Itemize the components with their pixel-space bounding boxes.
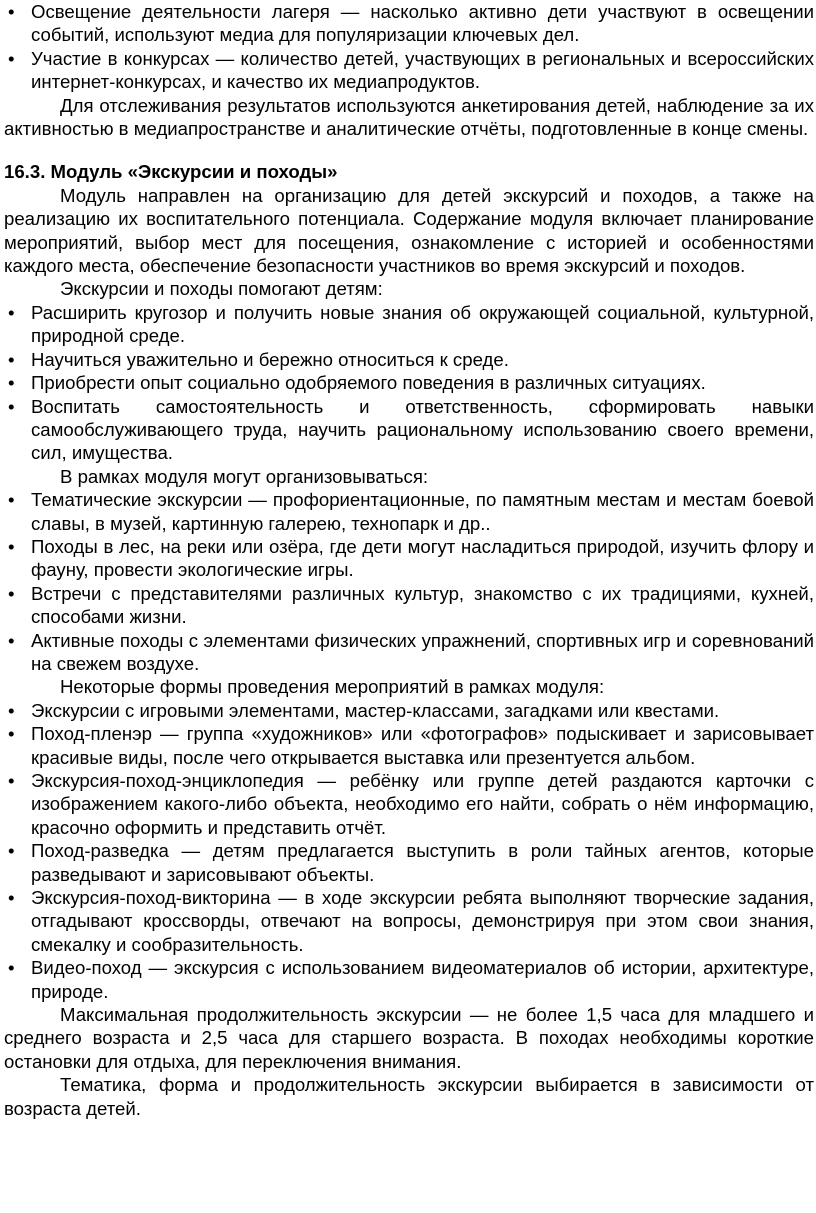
list-item	[4, 395, 814, 465]
list-item	[4, 0, 814, 47]
list-item	[4, 582, 814, 629]
list-item-text: Поход-пленэр — группа «художников» или «фотографов» подыскивает и зарисовывает красивые виды, после чего открывается выставка или презентуется альбом.	[31, 723, 814, 768]
list-item-text: Активные походы с элементами физических упражнений, спортивных игр и соревнований на свежем воздухе.	[31, 629, 814, 674]
bullet-icon: •	[8, 699, 15, 721]
theme-paragraph: Тематика, форма и продолжительность экскурсии выбирается в зависимости от возраста детей.	[4, 1074, 814, 1119]
bullet-icon: •	[8, 535, 15, 557]
bullet-icon: •	[8, 770, 15, 791]
list-item	[4, 488, 814, 535]
list-item-text: Тематические экскурсии — профориентационные, по памятным местам и местам боевой славы, в музей, картинную галерею, технопарк и др..	[31, 489, 814, 534]
module-paragraph: Модуль направлен на организацию для детей экскурсий и походов, а также на реализацию их воспитательного потенциала. Содержание модуля включает планирование мероприятий, выбор мест для посещения, ознакомление с историей и особенностями каждого места, обеспечение безопасности участников во время экскурсий и походов.	[4, 184, 814, 277]
list-item-text: Расширить кругозор и получить новые знания об окружающей социальной, культурной, природной среде.	[31, 301, 814, 347]
list-item-text: Встречи с представителями различных культур, знакомство с их традициями, кухней, способами жизни.	[31, 582, 814, 628]
list-item-text: Экскурсия-поход-энциклопедия — ребёнку или группе детей раздаются карточки с изображением какого-либо объекта, необходимо его найти, собрать о нём информацию, красочно оформить и представить отчёт.	[31, 770, 814, 838]
list-item	[4, 301, 814, 348]
bullet-icon: •	[8, 840, 15, 862]
list-item	[4, 47, 814, 94]
bullet-icon: •	[8, 301, 15, 323]
list-item	[4, 956, 814, 1003]
bullet-icon: •	[8, 957, 15, 979]
list-item	[4, 722, 814, 769]
list-item	[4, 699, 814, 722]
list-item	[4, 769, 814, 839]
list-item-text: Научиться уважительно и бережно относиться к среде.	[31, 348, 509, 370]
list-item-text: Участие в конкурсах — количество детей, участвующих в региональных и всероссийских интернет-конкурсах, и качество их медиапродуктов.	[31, 47, 814, 93]
forms-list	[4, 699, 814, 1003]
bullet-icon: •	[8, 629, 15, 651]
list-item-text: Видео-поход — экскурсия с использованием видеоматериалов об истории, архитектуре, природе.	[31, 957, 814, 1002]
list-item	[4, 886, 814, 956]
list-item-text: Освещение деятельности лагеря — насколько активно дети участвуют в освещении событий, используют медиа для популяризации ключевых дел.	[31, 1, 814, 46]
organize-heading: В рамках модуля могут организовываться:	[60, 465, 429, 487]
bullet-icon: •	[8, 489, 15, 511]
list-item	[4, 535, 814, 582]
tracking-paragraph: Для отслеживания результатов используются анкетирования детей, наблюдение за их активностью в медиапространстве и аналитические отчёты, подготовленные в конце смены.	[4, 94, 814, 140]
help-list	[4, 301, 814, 465]
section-title: 16.3. Модуль «Экскурсии и походы»	[4, 161, 338, 183]
bullet-icon: •	[8, 395, 15, 417]
bullet-icon: •	[8, 348, 15, 370]
list-item-text: Экскурсия-поход-викторина — в ходе экскурсии ребята выполняют творческие задания, отгадывают кроссворды, отвечают на вопросы, демонстрируя при этом свои знания, смекалку и сообразительность.	[31, 887, 814, 955]
list-item-text: Походы в лес, на реки или озёра, где дети могут насладиться природой, изучить флору и фауну, провести экологические игры.	[31, 535, 814, 581]
bullet-icon: •	[8, 1, 15, 22]
bullet-icon: •	[8, 47, 15, 69]
list-item-text: Воспитать самостоятельность и ответственность, сформировать навыки самообслуживающего труда, научить рациональному использованию своего времени, сил, имущества.	[31, 395, 814, 464]
list-item-text: Поход-разведка — детям предлагается выступить в роли тайных агентов, которые разведывают и зарисовывают объекты.	[31, 840, 814, 885]
help-heading: Экскурсии и походы помогают детям:	[60, 278, 383, 300]
bullet-icon: •	[8, 723, 15, 745]
intro-list	[4, 0, 814, 94]
bullet-icon: •	[8, 372, 15, 394]
list-item-text: Приобрести опыт социально одобряемого поведения в различных ситуациях.	[31, 372, 706, 394]
forms-heading: Некоторые формы проведения мероприятий в рамках модуля:	[60, 676, 605, 698]
list-item	[4, 348, 814, 371]
list-item	[4, 839, 814, 886]
bullet-icon: •	[8, 582, 15, 604]
bullet-icon: •	[8, 887, 15, 909]
list-item	[4, 629, 814, 676]
duration-paragraph: Максимальная продолжительность экскурсии — не более 1,5 часа для младшего и среднего возраста и 2,5 часа для старшего возраста. В походах необходимы короткие остановки для отдыха, для переключения внимания.	[4, 1004, 814, 1072]
list-item-text: Экскурсии с игровыми элементами, мастер-классами, загадками или квестами.	[31, 699, 720, 721]
organize-list	[4, 488, 814, 675]
list-item	[4, 371, 814, 394]
